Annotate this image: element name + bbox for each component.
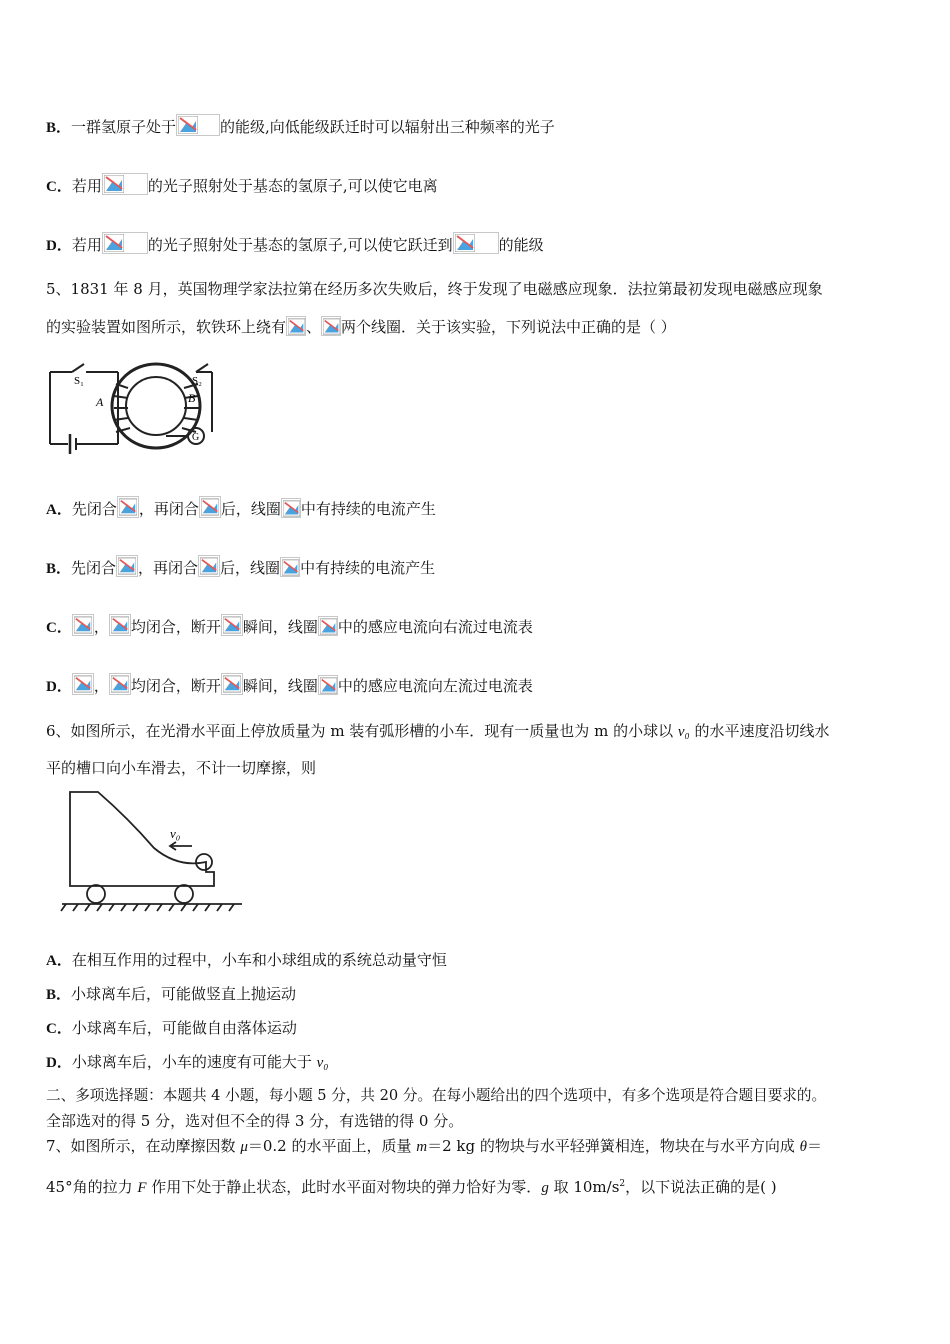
broken-image-icon — [321, 316, 341, 336]
broken-image-icon — [102, 173, 148, 195]
broken-image-icon — [221, 673, 243, 695]
q5-stem-line1: 5、1831 年 8 月，英国物理学家法拉第在经历多次失败后，终于发现了电磁感应现象．法拉第最初发现电磁感应现象 — [46, 280, 823, 298]
q6-stem-line2: 平的槽口向小车滑去，不计一切摩擦，则 — [46, 759, 317, 777]
broken-image-icon — [116, 555, 138, 577]
broken-image-icon — [318, 675, 338, 695]
broken-image-icon — [176, 114, 220, 136]
broken-image-icon — [72, 614, 94, 636]
broken-image-icon — [102, 232, 148, 254]
q5-stem-line2: 的实验装置如图所示，软铁环上绕有 、 两个线圈．关于该实验，下列说法中正确的是（ ） — [46, 318, 676, 336]
broken-image-icon — [453, 232, 499, 254]
q5-option-b: B．先闭合 ，再闭合 后，线圈 中有持续的电流产生 — [46, 555, 435, 579]
broken-image-icon — [198, 555, 220, 577]
broken-image-icon — [221, 614, 243, 636]
q5-option-d: D． ， 均闭合，断开 瞬间，线圈 中的感应电流向左流过电流表 — [46, 673, 533, 697]
section2-heading-line1: 二、多项选择题：本题共 4 小题，每小题 5 分，共 20 分。在每小题给出的四个选项中，有多个选项是符合题目要求的。 — [46, 1087, 827, 1104]
q6-option-c: C．小球离车后，可能做自由落体运动 — [46, 1019, 297, 1037]
q6-option-b: B．小球离车后，可能做竖直上抛运动 — [46, 985, 297, 1003]
broken-image-icon — [117, 496, 139, 518]
figure-label-s2: S₂ — [192, 375, 202, 387]
broken-image-icon — [281, 498, 301, 518]
q6-option-a: A．在相互作用的过程中，小车和小球组成的系统总动量守恒 — [46, 951, 447, 969]
figure-label-v0: v₀ — [170, 826, 181, 841]
section2-heading-line2: 全部选对的得 5 分，选对但不全的得 3 分，有选错的得 0 分。 — [46, 1112, 464, 1130]
broken-image-icon — [199, 496, 221, 518]
broken-image-icon — [109, 673, 131, 695]
broken-image-icon — [318, 616, 338, 636]
broken-image-icon — [109, 614, 131, 636]
broken-image-icon — [280, 557, 300, 577]
q6-stem-line1: 6、如图所示，在光滑水平面上停放质量为 m 装有弧形槽的小车．现有一质量也为 m 的小球以 v₀ 的水平速度沿切线水 — [46, 722, 830, 740]
q7-stem-line2: 45°角的拉力 F 作用下处于静止状态，此时水平面对物块的弹力恰好为零．g 取 $10m/s^2$，以下说法正确的是( ) — [46, 1178, 777, 1196]
figure-label-b: B — [188, 391, 196, 405]
figure-label-a: A — [96, 395, 104, 409]
cart-arc-figure — [58, 788, 246, 912]
q4-option-d: D．若用 的光子照射处于基态的氢原子,可以使它跃迁到 的能级 — [46, 232, 544, 256]
q4-option-c: C．若用 的光子照射处于基态的氢原子,可以使它电离 — [46, 173, 438, 197]
q6-option-d: D．小球离车后，小车的速度有可能大于 v₀ — [46, 1053, 329, 1071]
broken-image-icon — [72, 673, 94, 695]
q5-option-a: A．先闭合 ，再闭合 后，线圈 中有持续的电流产生 — [46, 496, 436, 520]
q7-stem-line1: 7、如图所示，在动摩擦因数 μ＝0.2 的水平面上，质量 m＝2 kg 的物块与水平轻弹簧相连，物块在与水平方向成 θ＝ — [46, 1137, 823, 1155]
q5-option-c: C． ， 均闭合，断开 瞬间，线圈 中的感应电流向右流过电流表 — [46, 614, 533, 638]
faraday-ring-figure — [46, 354, 216, 456]
q4-option-b: B．一群氢原子处于 的能级,向低能级跃迁时可以辐射出三种频率的光子 — [46, 114, 555, 138]
figure-label-g: G — [192, 432, 200, 443]
broken-image-icon — [286, 316, 306, 336]
figure-label-s1: S₁ — [74, 375, 84, 387]
